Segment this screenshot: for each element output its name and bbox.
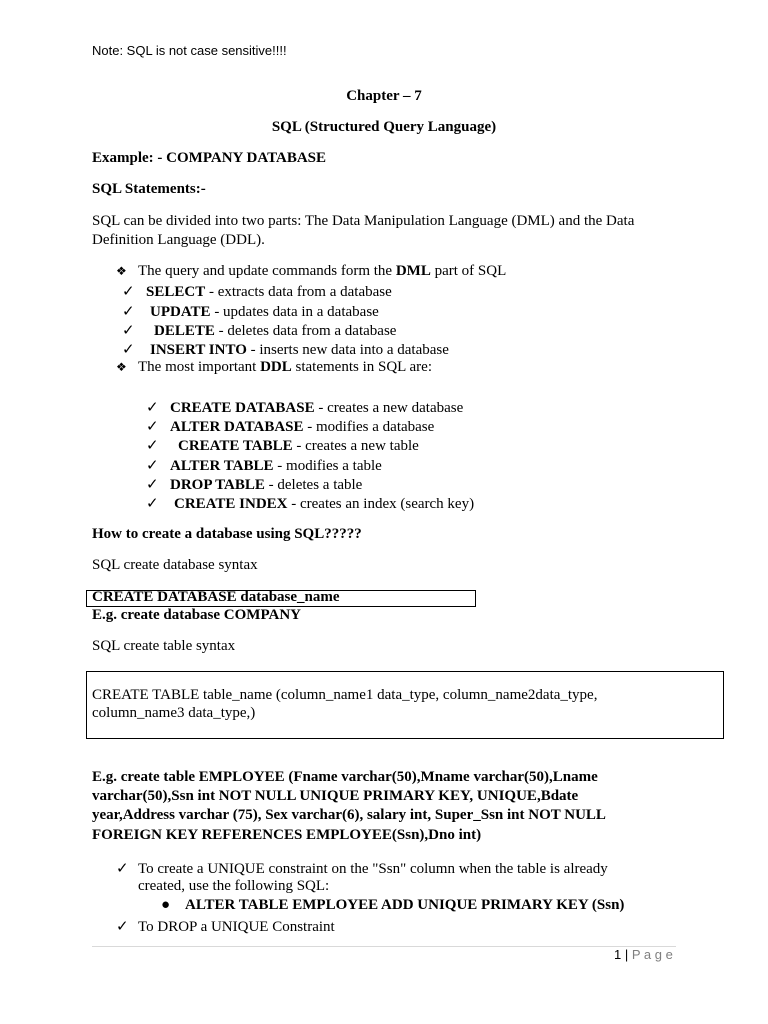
check-icon: ✓ [146,477,159,493]
drop-note: To DROP a UNIQUE Constraint [138,919,335,935]
dml-description: - inserts new data into a database [246,342,449,358]
intro-line-2: Definition Language (DDL). [92,232,265,248]
diamond-bullet-icon: ❖ [116,264,127,278]
ddl-command: DROP TABLE [170,477,265,493]
ddl-description: - creates a new table [292,438,419,454]
ddl-intro-pre: The most important [138,359,261,375]
example-heading: Example: - COMPANY DATABASE [92,150,327,166]
list-item [122,340,449,359]
list-item [122,302,379,321]
dml-description: - deletes data from a database [214,323,397,339]
page-footer [614,947,673,962]
unique-note-line-2: created, use the following SQL: [138,878,330,894]
check-icon: ✓ [146,400,159,416]
ddl-description: - deletes a table [264,477,363,493]
ddl-intro-post: statements in SQL are: [291,359,432,375]
statements-heading: SQL Statements:- [92,181,206,197]
check-icon: ✓ [146,496,159,512]
ddl-intro-bold: DDL [260,359,292,375]
create-table-syntax-label: SQL create table syntax [92,638,236,654]
check-icon: ✓ [122,323,135,339]
list-item [146,456,382,475]
page-label: P a g e [631,947,673,962]
note-text: Note: SQL is not case sensitive!!!! [92,43,287,58]
unique-note-line-1: To create a UNIQUE constraint on the "Ssn" column when the table is already [138,861,608,877]
example-line: varchar(50),Ssn int NOT NULL UNIQUE PRIMARY KEY, UNIQUE,Bdate [92,788,579,804]
example-line: year,Address varchar (75), Sex varchar(6), salary int, Super_Ssn int NOT NULL [92,807,606,823]
dml-command: INSERT INTO [150,342,247,358]
check-icon: ✓ [116,919,129,935]
alter-statement: ALTER TABLE EMPLOYEE ADD UNIQUE PRIMARY KEY (Ssn) [185,897,625,913]
create-table-syntax-line-1: CREATE TABLE table_name (column_name1 data_type, column_name2data_type, [92,687,598,703]
ddl-intro [116,359,432,376]
example-line: FOREIGN KEY REFERENCES EMPLOYEE(Ssn),Dno int) [92,827,482,843]
ddl-description: - modifies a table [273,458,382,474]
dml-intro-pre: The query and update commands form the [138,263,396,279]
list-item [146,417,434,436]
footer-divider [92,946,676,947]
diamond-bullet-icon: ❖ [116,360,127,374]
list-item [146,475,362,494]
dml-intro-bold: DML [395,263,431,279]
ddl-command: ALTER TABLE [170,458,274,474]
page-number: 1 [614,947,622,962]
check-icon: ✓ [116,861,129,877]
dml-command: SELECT [146,284,206,300]
ddl-description: - creates a new database [314,400,464,416]
howto-heading: How to create a database using SQL????? [92,526,362,542]
check-icon: ✓ [146,419,159,435]
check-icon: ✓ [122,304,135,320]
example-line: E.g. create table EMPLOYEE (Fname varchar(50),Mname varchar(50),Lname [92,769,598,785]
list-item [146,398,463,417]
dot-bullet-icon: ● [161,897,171,913]
ddl-description: - creates an index (search key) [287,496,475,512]
check-icon: ✓ [122,342,135,358]
chapter-subtitle: SQL (Structured Query Language) [271,119,497,135]
ddl-command: CREATE INDEX [174,496,288,512]
intro-line-1: SQL can be divided into two parts: The Data Manipulation Language (DML) and the Data [92,213,635,229]
create-db-syntax-label: SQL create database syntax [92,557,258,573]
create-table-syntax-line-2: column_name3 data_type,) [92,705,256,721]
list-item [116,917,335,936]
list-item [122,321,396,340]
create-db-syntax: CREATE DATABASE database_name [92,589,340,605]
dml-intro-post: part of SQL [430,263,507,279]
dml-intro [116,263,506,280]
dml-description: - extracts data from a database [205,284,392,300]
check-icon: ✓ [146,438,159,454]
create-db-example: E.g. create database COMPANY [92,607,301,623]
ddl-command: ALTER DATABASE [170,419,304,435]
ddl-command: CREATE TABLE [178,438,293,454]
dml-command: DELETE [154,323,215,339]
dml-description: - updates data in a database [210,304,379,320]
check-icon: ✓ [122,284,135,300]
ddl-command: CREATE DATABASE [170,400,315,416]
footer-separator: | [624,947,629,962]
list-item [146,436,419,455]
dml-command: UPDATE [150,304,211,320]
chapter-title: Chapter – 7 [346,88,422,104]
list-item [161,897,624,914]
list-item [116,859,608,878]
check-icon: ✓ [146,458,159,474]
list-item [122,282,392,301]
list-item [146,494,474,513]
ddl-description: - modifies a database [303,419,435,435]
